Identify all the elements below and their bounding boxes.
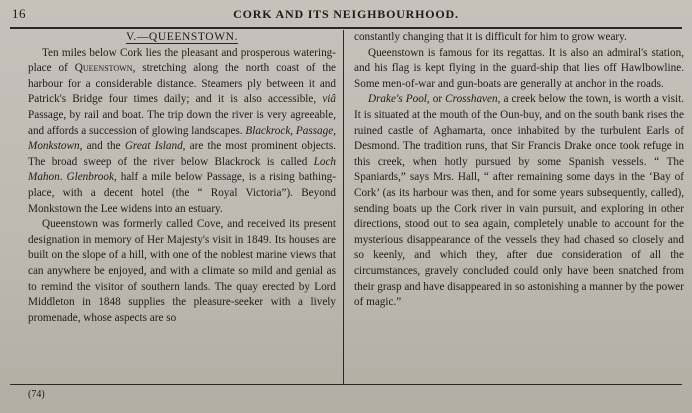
- running-title: CORK AND ITS NEIGHBOURHOOD.: [233, 7, 459, 21]
- page-header: [0, 0, 692, 26]
- italic-term: Great Island: [124, 140, 183, 153]
- paragraph: constantly changing that it is difficult for him to grow weary.: [354, 31, 627, 43]
- section-title: V.—QUEENSTOWN.: [125, 31, 239, 43]
- footer-rule: [10, 384, 682, 385]
- signature-mark: (74): [28, 389, 45, 400]
- italic-term: Blackrock, Passage, Monkstown: [28, 124, 336, 153]
- small-caps-term: Queenstown: [74, 62, 133, 75]
- paragraph: Drake's Pool, or Crosshaven, a creek below the town, is worth a visit. It is situated at the mouth of the Oun-buy, and on the south bank rises the ruined castle of Aghamarta, once inhabited by the turbulent Earls of Desmond. The tradition runs, that Sir Francis Drake once took refuge in this creek, when hotly pursued by some Spanish vessels. “ The Spaniards,” says Mrs. Hall, “ after remaining some days in the ‘Bay of Cork’ (as its harbour was then, and for some years subsequently, called), sending boats up the Cork river in vain pursuit, and exploring in other directions, stood out to sea again, completely unable to account for the mysterious disappearance of the vessels they had chased so closely and so keenly, and which they, after due consideration of all the circumstances, gravely concluded could only have been snatched from their grasp and have disappeared in so astonishing a manner by the power of magic.”: [354, 93, 684, 309]
- paragraph: Queenstown was formerly called Cove, and received its present designation in memory of Her Majesty's visit in 1849. Its houses are built on the slope of a hill, with one of the noblest marine views that can anywhere be enjoyed, and with a climate so mild and genial as to remind the visitor of southern lands. The quay erected by Lord Middleton in 1848 supplies the pleasure-seeker with a lively promenade, whose aspects are so: [28, 218, 336, 324]
- header-rule: [10, 27, 682, 29]
- paragraph: Ten miles below Cork lies the pleasant and prosperous watering-place of Queenstown, stretching along the north coast of the harbour for a considerable distance. Steamers ply between it and Patrick's Bridge four times daily; and it is also accessible, viâ Passage, by rail and boat. The trip down the river is very agreeable, and affords a succession of glowing landscapes. Blackrock, Passage, Monkstown, and the Great Island, are the most prominent objects. The broad sweep of the river below Blackrock is called Loch Mahon. Glenbrook, half a mile below Passage, is a rising bathing-place, with a decent hotel (the “ Royal Victoria”). Beyond Monkstown the Lee widens into an estuary.: [28, 46, 337, 215]
- column-divider: [343, 30, 344, 384]
- right-column: [354, 30, 684, 311]
- italic-term: viâ: [322, 93, 336, 106]
- italic-term: Drake's Pool: [368, 93, 427, 106]
- italic-term: Glenbrook: [66, 171, 114, 184]
- italic-term: Loch Mahon: [28, 155, 336, 184]
- italic-term: Crosshaven: [445, 93, 498, 106]
- left-column: [28, 30, 336, 326]
- paragraph: Queenstown is famous for its regattas. It is also an admiral's station, and his flag is kept flying in the guard-ship that lies off Hawlbowline. Some men-of-war and gun-boats are generally at anchor in the roads.: [354, 46, 684, 90]
- page-number: 16: [12, 6, 26, 21]
